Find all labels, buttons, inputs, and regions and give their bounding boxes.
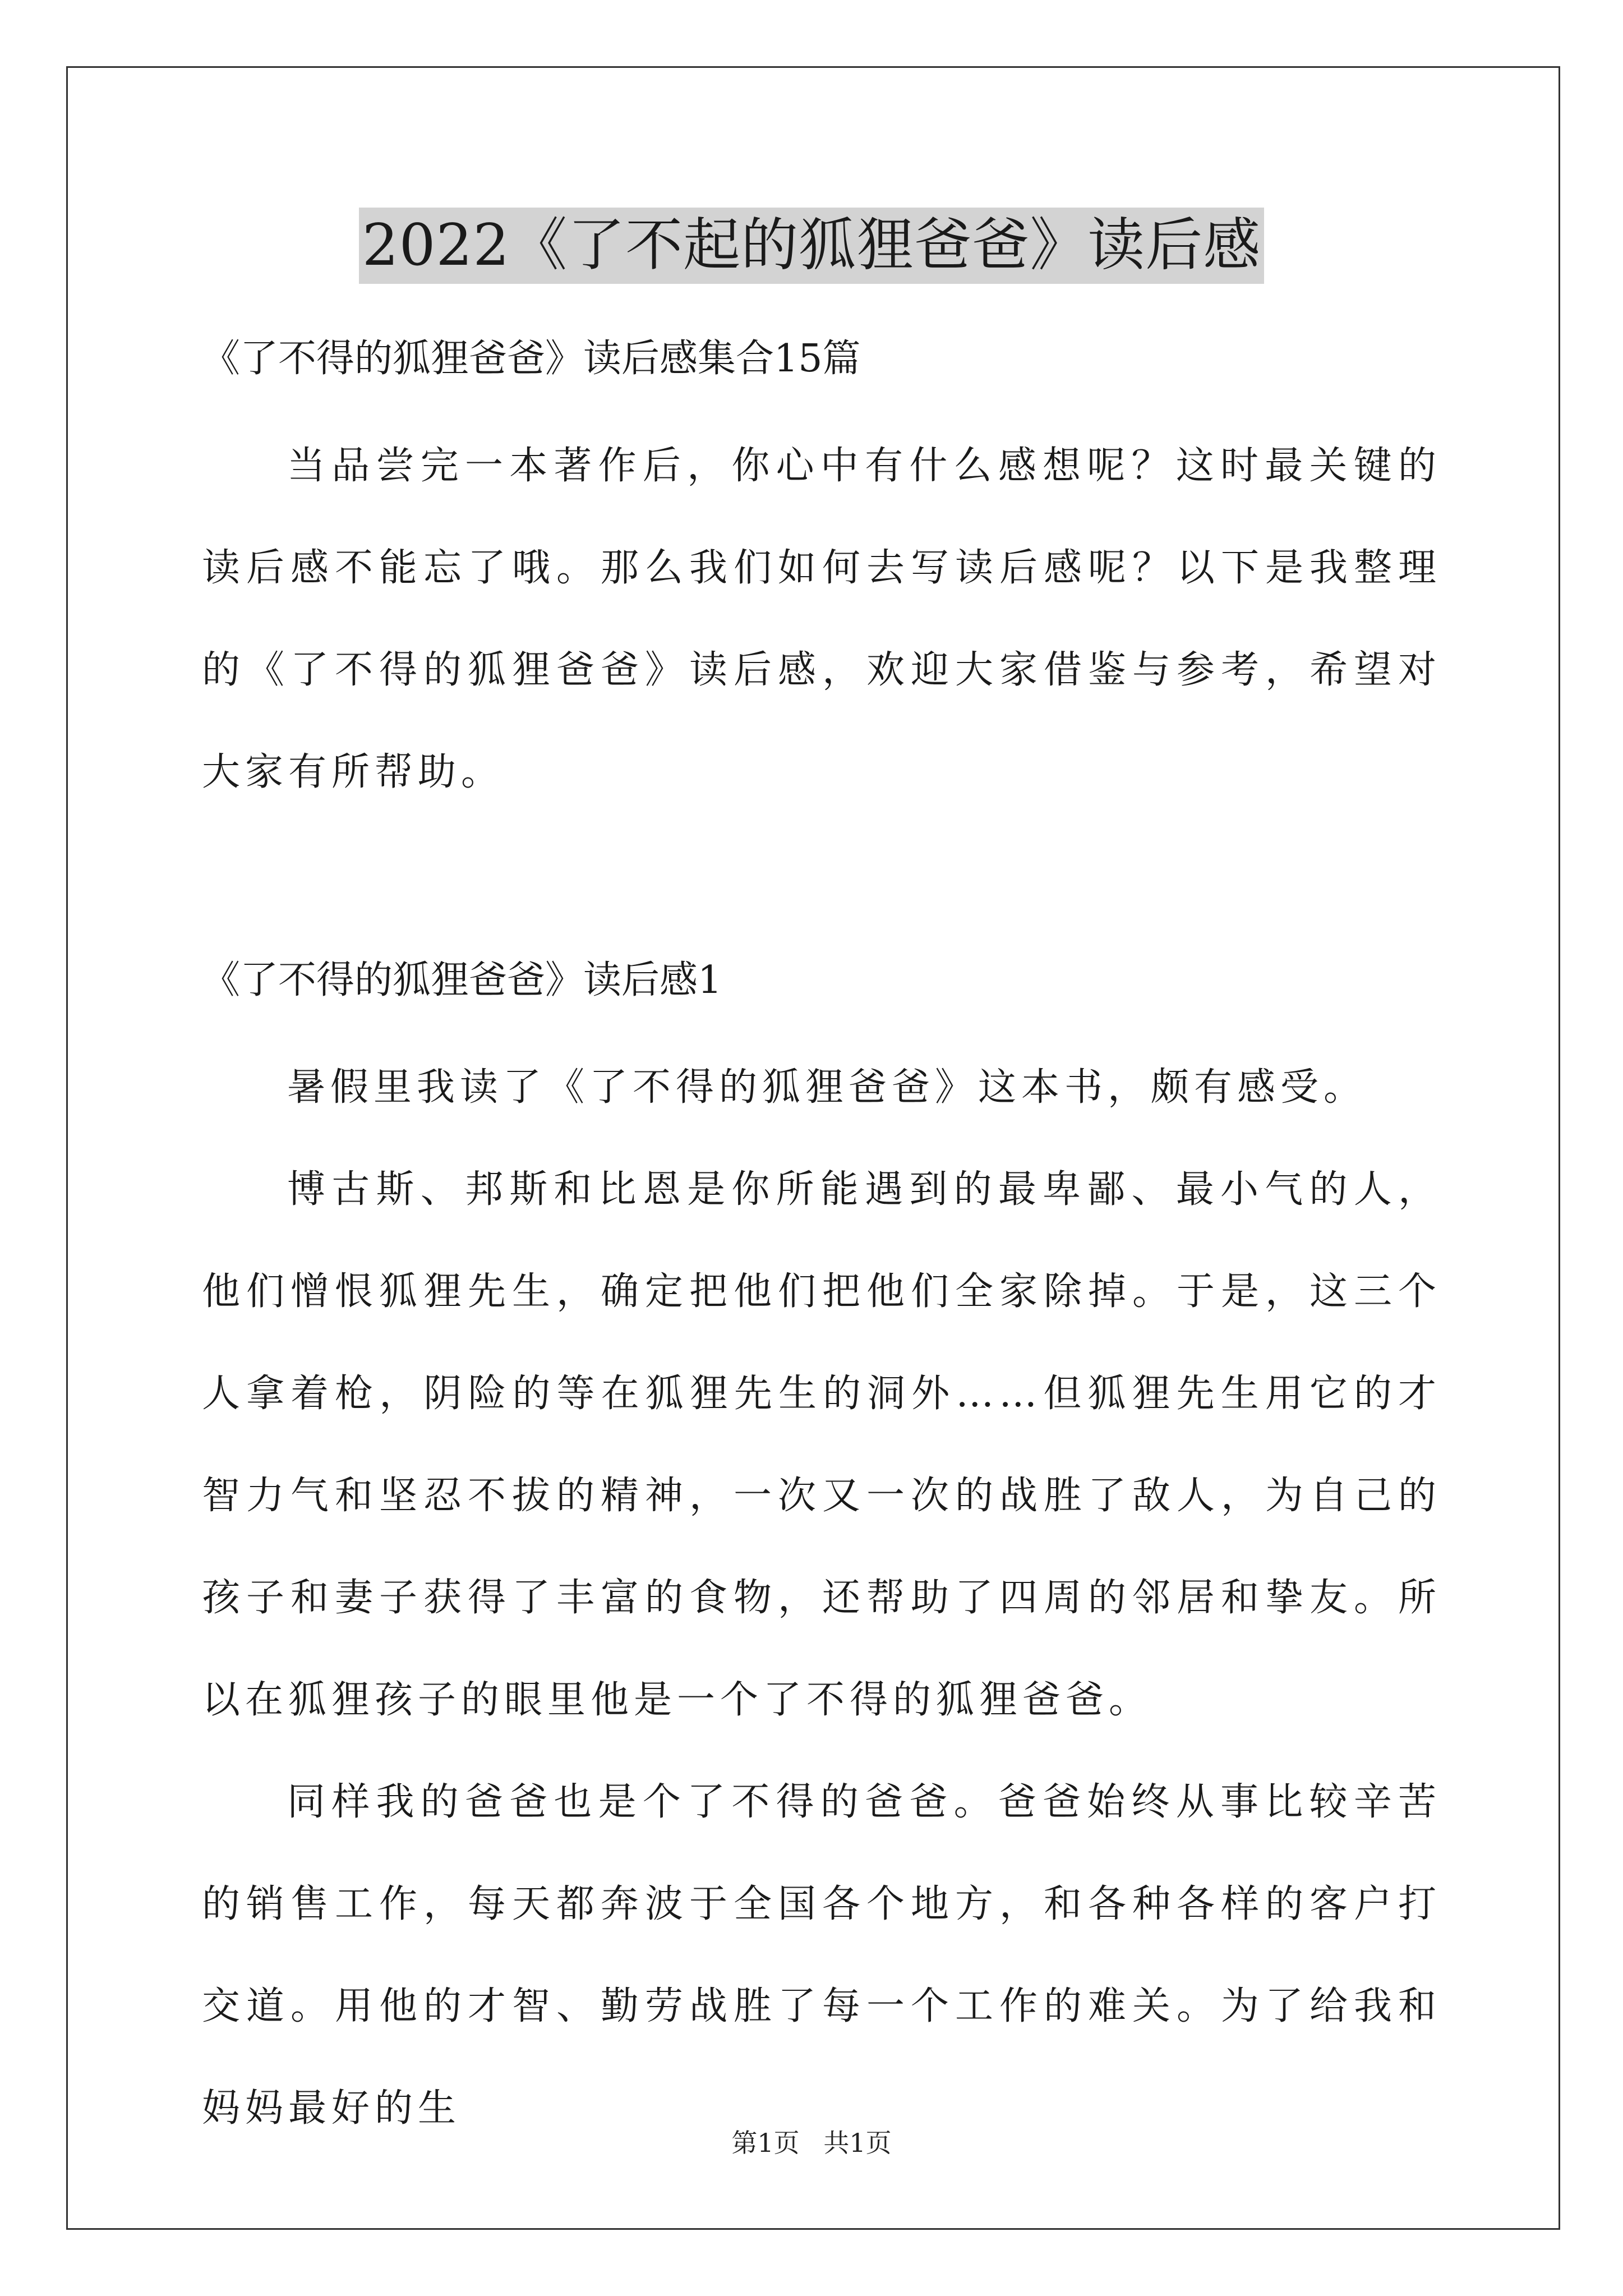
body-paragraph-2: 博古斯、邦斯和比恩是你所能遇到的最卑鄙、最小气的人，他们憎恨狐狸先生，确定把他们把他们全家除掉。于是，这三个人拿着枪，阴险的等在狐狸先生的洞外……但狐狸先生用它的才智力气和坚忍不拔的精神，一次又一次的战胜了敌人，为自己的孩子和妻子获得了丰富的食物，还帮助了四周的邻居和挚友。所以在狐狸孩子的眼里他是一个了不得的狐狸爸爸。 — [202, 1167, 1441, 1722]
document-title: 2022《了不起的狐狸爸爸》读后感 — [359, 208, 1265, 284]
page-number-total: 共1页 — [823, 2128, 892, 2158]
body-paragraph-1: 暑假里我读了《了不得的狐狸爸爸》这本书，颇有感受。 — [287, 1065, 1367, 1110]
page-number-current: 第1页 — [731, 2128, 800, 2158]
section-heading: 《了不得的狐狸爸爸》读后感1 — [202, 958, 722, 1002]
document-body — [202, 303, 1441, 2160]
page-footer — [0, 2126, 1623, 2160]
title-container — [0, 208, 1623, 284]
intro-paragraph: 当品尝完一本著作后，你心中有什么感想呢？这时最关键的读后感不能忘了哦。那么我们如何去写读后感呢？以下是我整理的《了不得的狐狸爸爸》读后感，欢迎大家借鉴与参考，希望对大家有所帮助。 — [202, 444, 1441, 794]
collection-subtitle: 《了不得的狐狸爸爸》读后感集合15篇 — [202, 337, 861, 381]
section-spacer — [202, 823, 1441, 924]
body-paragraph-3: 同样我的爸爸也是个了不得的爸爸。爸爸始终从事比较辛苦的销售工作，每天都奔波于全国各个地方，和各种各样的客户打交道。用他的才智、勤劳战胜了每一个工作的难关。为了给我和妈妈最好的生 — [202, 1780, 1441, 2131]
